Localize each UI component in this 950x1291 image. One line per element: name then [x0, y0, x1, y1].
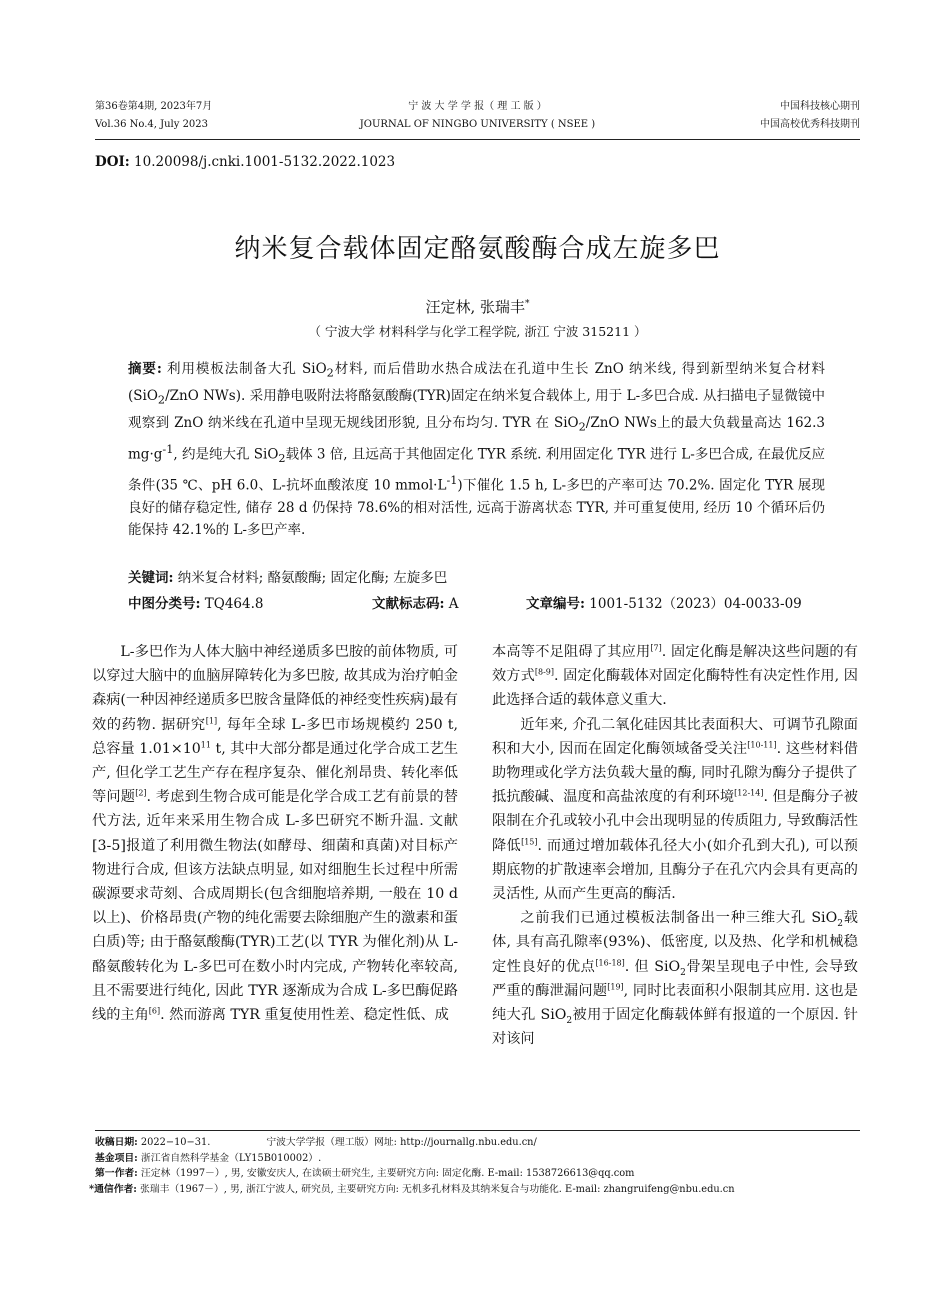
footnotes: [89, 1135, 865, 1197]
honor-2: 中国高校优秀科技期刊: [760, 119, 860, 130]
issue-cn: 第36卷第4期, 2023年7月: [95, 101, 213, 112]
citation[interactable]: [19]: [607, 982, 624, 992]
classification-row: [128, 592, 825, 612]
paragraph: 之前我们已通过模板法制备出一种三维大孔 SiO$_2$载体, 具有高孔隙率(93%)、低密度, 以及热、化学和机械稳定性良好的优点[16-18]. 但 SiO$_2$骨架呈现电子中性, 会导致严重的酶泄漏问题[19], 同时比表面积小限制其应用. 这也是纯大孔 SiO$_2$被用于固定化酶载体鲜有报道的一个原因. 针对该问: [492, 910, 858, 1048]
citation[interactable]: [8-9]: [534, 667, 555, 677]
keywords-value: 纳米复合材料; 酪氨酸酶; 固定化酶; 左旋多巴: [173, 570, 448, 586]
authors: [95, 296, 860, 317]
paragraph: 本高等不足阻碍了其应用[7]. 固定化酶是解决这些问题的有效方式[8-9]. 固定化酶载体对固定化酶特性有决定性作用, 因此选择合适的载体意义重大.: [492, 643, 858, 709]
honor-1: 中国科技核心期刊: [780, 101, 860, 112]
citation[interactable]: [16-18]: [595, 957, 625, 967]
citation[interactable]: [1]: [205, 715, 218, 725]
clc-number: 中图分类号: TQ464.8: [128, 596, 264, 612]
header-divider: [95, 139, 860, 140]
citation[interactable]: [6]: [148, 1006, 161, 1016]
corresponding-mark: *: [525, 299, 530, 309]
journal-honors: [760, 98, 860, 134]
journal-name: [95, 98, 860, 134]
document-code: 文献标志码: A: [372, 596, 459, 612]
doi-label: DOI:: [95, 154, 130, 170]
running-header: [95, 98, 860, 138]
doi-value[interactable]: 10.20098/j.cnki.1001-5132.2022.1023: [129, 154, 396, 170]
paper-title: 纳米复合载体固定酪氨酸酶合成左旋多巴: [234, 234, 721, 264]
doi: [95, 154, 395, 170]
author-names: 汪定林, 张瑞丰: [425, 298, 526, 316]
corresponding-author: *通信作者: 张瑞丰（1967－）, 男, 浙江宁波人, 研究员, 主要研究方向: 无机多孔材料及其纳米复合与功能化. E-mail: zhangruifeng@nbu.edu.cn: [89, 1183, 735, 1195]
issue-en: Vol.36 No.4, July 2023: [95, 119, 209, 130]
abstract: 摘要: 利用模板法制备大孔 SiO$_2$材料, 而后借助水热合成法在孔道中生长 ZnO 纳米线, 得到新型纳米复合材料(SiO$_2$/ZnO NWs). 采用静电吸附法将酪氨酸酶(TYR)固定在纳米复合载体上, 用于 L-多巴合成. 从扫描电子显微镜中观察到 ZnO 纳米线在孔道中呈现无规线团形貌, 且分布均匀. TYR 在 SiO$_2$/ZnO NWs上的最大负载量高达 162.3 $mg\cdot g^{-1}$, 约是纯大孔 SiO$_2$载体 3 倍, 且远高于其他固定化 TYR 系统. 利用固定化 TYR 进行 L-多巴合成, 在最优反应条件(35 ℃、pH 6.0、L-抗坏血酸浓度 10 $mmol\cdot L^{-1}$)下催化 1.5 h, L-多巴的产率可达 70.2%. 固定化 TYR 展现良好的储存稳定性, 储存 28 d 仍保持 78.6%的相对活性, 远高于游离状态 TYR, 并可重复使用, 经历 10 个循环后仍能保持 42.1%的 L-多巴产率.: [128, 361, 826, 538]
citation[interactable]: [12-14]: [734, 788, 764, 798]
citation[interactable]: [7]: [650, 643, 662, 653]
keywords: [128, 566, 825, 586]
body-right-column: [492, 640, 858, 1051]
journal-name-en: JOURNAL OF NINGBO UNIVERSITY ( NSEE ): [359, 119, 596, 130]
paragraph: 近年来, 介孔二氧化硅因其比表面积大、可调节孔隙面积和大小, 因而在固定化酶领域备受关注[10-11]. 这些材料借助物理或化学方法负载大量的酶, 同时孔隙为酶分子提供了抵抗酸碱、温度和高盐浓度的有利环境[12-14]. 但是酶分子被限制在介孔或较小孔中会出现明显的传质阻力, 导致酶活性降低[15]. 而通过增加载体孔径大小(如介孔到大孔), 可以预期底物的扩散速率会增加, 且酶分子在孔穴内会具有更高的灵活性, 从而产生更高的酶活.: [492, 716, 858, 903]
abstract-label: 摘要:: [128, 361, 162, 377]
article-number: 文章编号: 1001-5132（2023）04-0033-09: [526, 596, 802, 612]
citation[interactable]: [15]: [521, 836, 538, 846]
received-date: 收稿日期: 2022−10−31. 宁波大学学报（理工版）网址: http://journallg.nbu.edu.cn/: [95, 1137, 537, 1148]
affiliation: （ 宁波大学 材料科学与化学工程学院, 浙江 宁波 315211 ）: [308, 324, 647, 339]
journal-name-cn: 宁 波 大 学 学 报（ 理 工 版 ）: [408, 101, 547, 112]
citation[interactable]: [2]: [135, 788, 147, 798]
footnote-divider: [95, 1130, 860, 1131]
first-author: 第一作者: 汪定林（1997－）, 男, 安徽安庆人, 在读硕士研究生, 主要研究方向: 固定化酶. E-mail: 1538726613@qq.com: [95, 1168, 635, 1179]
fund-info: 基金项目: 浙江省自然科学基金（LY15B010002）.: [95, 1152, 322, 1164]
body-left-column: [92, 640, 458, 1027]
keywords-label: 关键词:: [128, 570, 174, 586]
journal-website[interactable]: 宁波大学学报（理工版）网址: http://journallg.nbu.edu.cn/: [266, 1137, 537, 1148]
citation[interactable]: [10-11]: [747, 740, 777, 750]
paragraph: L-多巴作为人体大脑中神经递质多巴胺的前体物质, 可以穿过大脑中的血脑屏障转化为多巴胺, 故其成为治疗帕金森病(一种因神经递质多巴胺含量降低的神经变性疾病)最有效的药物. 据研究[1], 每年全球 L-多巴市场规模约 250 t, 总容量 $1.01\times 10^{11}$ t, 其中大部分都是通过化学合成工艺生产, 但化学工艺生产存在程序复杂、催化剂昂贵、转化率低等问题[2]. 考虑到生物合成可能是化学合成工艺有前景的替代方法, 近年来采用生物合成 L-多巴研究不断升温. 文献[3-5]报道了利用微生物法(如酵母、细菌和真菌)对目标产物进行合成, 但该方法缺点明显, 如对细胞生长过程中所需碳源要求苛刻、合成周期长(包含细胞培养期, 一般在 10 d 以上)、价格昂贵(产物的纯化需要去除细胞产生的激素和蛋白质)等; 由于酪氨酸酶(TYR)工艺(以 TYR 为催化剂)从 L-酪氨酸转化为 L-多巴可在数小时内完成, 产物转化率较高, 且不需要进行纯化, 因此 TYR 逐渐成为合成 L-多巴酶促路线的主角[6]. 然而游离 TYR 重复使用性差、稳定性低、成: [92, 644, 459, 1024]
